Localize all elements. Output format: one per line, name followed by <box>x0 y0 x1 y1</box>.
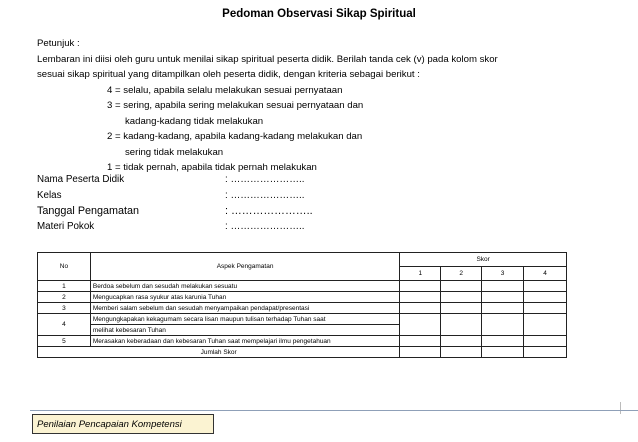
score-cell[interactable] <box>524 336 567 347</box>
header-score: Skor <box>400 253 567 267</box>
field-blank[interactable]: : ………………….. <box>225 204 313 217</box>
criteria-item: 2 = kadang-kadang, apabila kadang-kadang melakukan dan <box>107 131 363 142</box>
table-row <box>38 314 567 325</box>
table-header-row <box>38 253 567 267</box>
table-row <box>38 303 567 314</box>
row-no: 3 <box>38 303 91 314</box>
footer-divider <box>30 410 638 411</box>
row-no: 2 <box>38 292 91 303</box>
criteria-item: 3 = sering, apabila sering melakukan sesuai pernyataan dan <box>107 100 364 111</box>
row-aspect: Mengucapkan rasa syukur atas karunia Tuhan <box>90 292 399 303</box>
score-cell[interactable] <box>524 281 567 292</box>
header-aspect: Aspek Pengamatan <box>90 253 399 281</box>
criteria-item: 4 = selalu, apabila selalu melakukan sesuai pernyataan <box>107 84 343 96</box>
field-row <box>37 172 313 188</box>
instructions-line: sesuai sikap spiritual yang ditampilkan oleh peserta didik, dengan kriteria sebagai berikut : <box>37 69 420 80</box>
score-level: 2 <box>441 267 482 281</box>
field-row <box>37 203 313 219</box>
table-total-row <box>38 347 567 358</box>
score-cell[interactable] <box>441 314 482 336</box>
footer-label: Penilaian Pencapaian Kompetensi <box>32 414 214 434</box>
row-aspect-continuation: melihat kebesaran Tuhan <box>90 325 399 336</box>
row-aspect: Memberi salam sebelum dan sesudah menyampaikan pendapat/presentasi <box>90 303 399 314</box>
instructions <box>37 36 617 176</box>
score-cell[interactable] <box>400 281 441 292</box>
score-cell[interactable] <box>441 281 482 292</box>
table-row <box>38 292 567 303</box>
score-level: 4 <box>524 267 567 281</box>
table-row <box>38 281 567 292</box>
score-cell[interactable] <box>441 303 482 314</box>
total-cell[interactable] <box>482 347 524 358</box>
score-cell[interactable] <box>441 336 482 347</box>
row-aspect: Berdoa sebelum dan sesudah melakukan sesuatu <box>90 281 399 292</box>
score-cell[interactable] <box>400 336 441 347</box>
field-blank[interactable]: : ………………….. <box>225 174 305 186</box>
score-cell[interactable] <box>482 281 524 292</box>
page-corner-mark <box>620 402 627 414</box>
total-cell[interactable] <box>400 347 441 358</box>
total-cell[interactable] <box>441 347 482 358</box>
row-aspect: Merasakan keberadaan dan kebesaran Tuhan saat mempelajari ilmu pengetahuan <box>90 336 399 347</box>
field-label: Kelas <box>37 189 62 201</box>
score-cell[interactable] <box>441 292 482 303</box>
total-cell[interactable] <box>524 347 567 358</box>
score-cell[interactable] <box>400 314 441 336</box>
row-aspect: Mengungkapakan kekagumam secara lisan maupun tulisan terhadap Tuhan saat <box>90 314 399 325</box>
header-no: No <box>38 253 91 281</box>
criteria-item: 1 = tidak pernah, apabila tidak pernah melakukan <box>107 162 317 173</box>
score-level: 3 <box>482 267 524 281</box>
table-row <box>38 336 567 347</box>
page-title: Pedoman Observasi Sikap Spiritual <box>222 8 416 20</box>
score-cell[interactable] <box>524 314 567 336</box>
field-label: Materi Pokok <box>37 220 95 232</box>
field-row <box>37 188 313 204</box>
score-cell[interactable] <box>482 303 524 314</box>
score-cell[interactable] <box>400 292 441 303</box>
score-cell[interactable] <box>482 314 524 336</box>
identity-fields <box>37 172 313 234</box>
observation-table <box>37 252 567 358</box>
row-no: 5 <box>38 336 91 347</box>
score-cell[interactable] <box>482 336 524 347</box>
field-blank[interactable]: : ………………….. <box>225 220 305 232</box>
score-cell[interactable] <box>482 292 524 303</box>
score-level: 1 <box>400 267 441 281</box>
field-label: Tanggal Pengamatan <box>37 204 140 217</box>
field-blank[interactable]: : ………………….. <box>225 189 305 201</box>
criteria-item: sering tidak melakukan <box>125 146 224 158</box>
instructions-line: Lembaran ini diisi oleh guru untuk menilai sikap spiritual peserta didik. Berilah tanda cek (v) pada kolom skor <box>37 53 498 65</box>
row-no: 1 <box>38 281 91 292</box>
score-cell[interactable] <box>400 303 441 314</box>
total-label: Jumlah Skor <box>38 347 400 358</box>
field-label: Nama Peserta Didik <box>37 174 125 186</box>
score-cell[interactable] <box>524 303 567 314</box>
score-cell[interactable] <box>524 292 567 303</box>
field-row <box>37 219 313 235</box>
criteria-item: kadang-kadang tidak melakukan <box>125 115 264 127</box>
row-no: 4 <box>38 314 91 336</box>
instructions-heading: Petunjuk : <box>37 38 80 49</box>
